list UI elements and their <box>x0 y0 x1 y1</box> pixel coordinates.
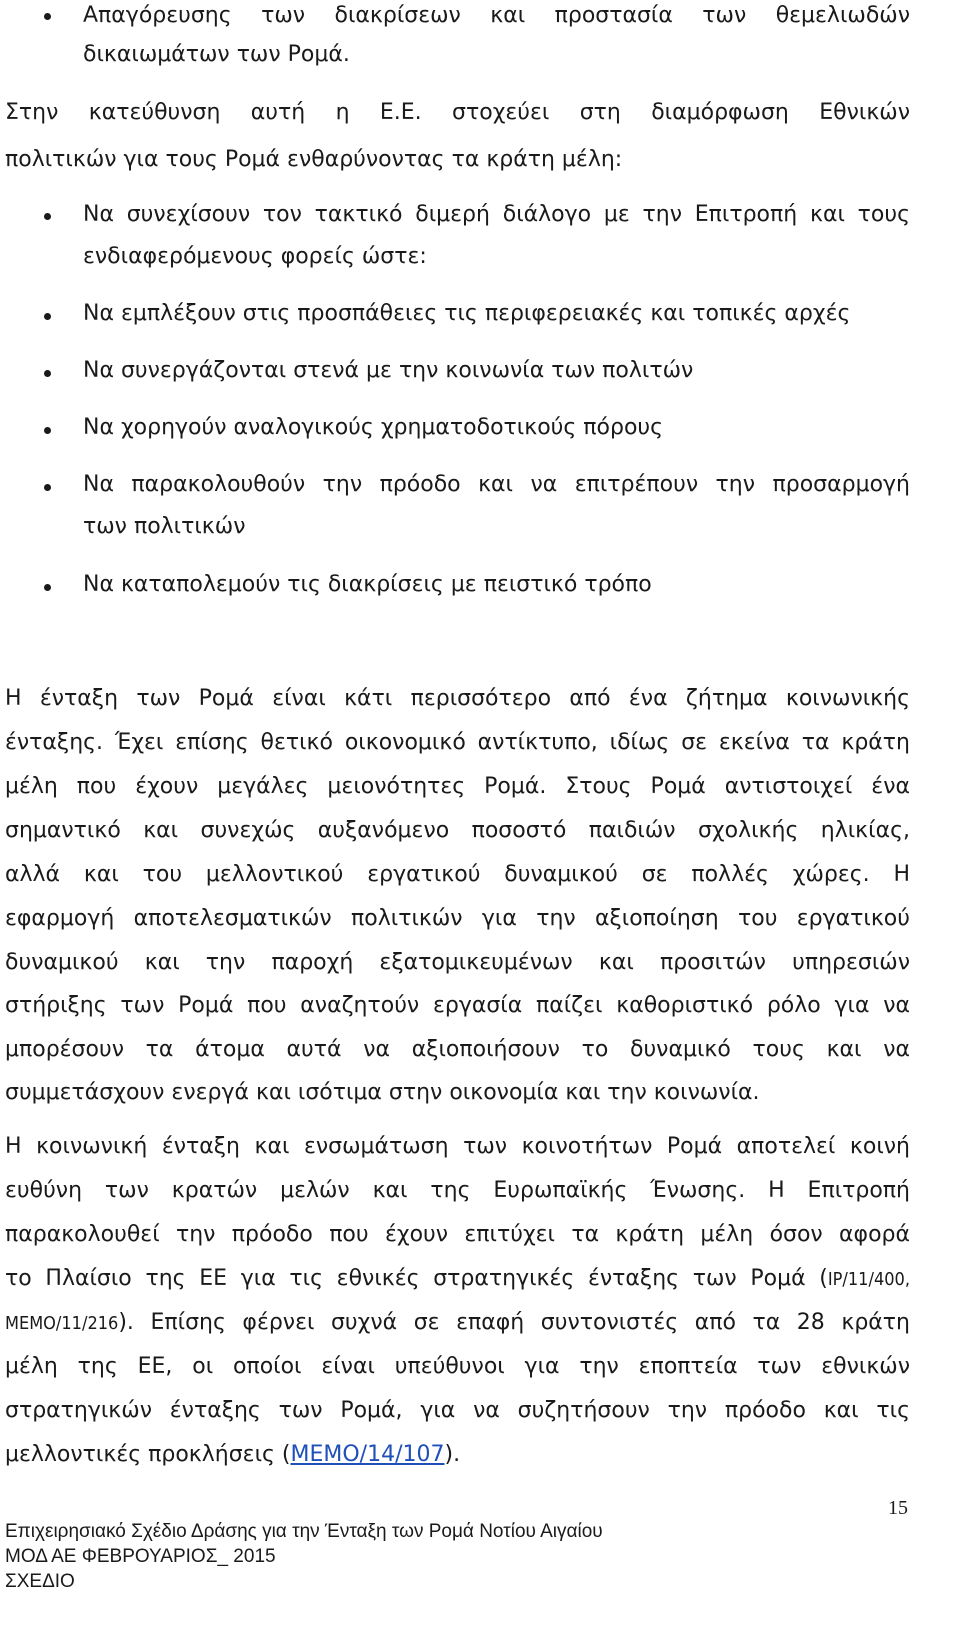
page-number: 15 <box>888 1497 908 1519</box>
bullet-text: Απαγόρευσης των διακρίσεων και προστασία των θεμελιωδών <box>83 3 910 28</box>
paragraph-line: αλλά και του μελλοντικού εργατικού δυναμικού σε πολλές χώρες. Η <box>5 862 910 887</box>
footer-draft-label: ΣΧΕΔΙΟ <box>5 1571 75 1592</box>
paragraph-line: Στην κατεύθυνση αυτή η Ε.Ε. στοχεύει στη διαμόρφωση Εθνικών <box>5 100 910 125</box>
paragraph-line: παρακολουθεί την πρόοδο που έχουν επιτύχει τα κράτη μέλη όσον αφορά <box>5 1222 910 1247</box>
bullet-text: δικαιωμάτων των Ρομά. <box>83 42 350 67</box>
bullet-text: των πολιτικών <box>83 514 246 539</box>
paragraph-line: μέλη της ΕΕ, οι οποίοι είναι υπεύθυνοι για την εποπτεία των εθνικών <box>5 1354 910 1379</box>
bullet-icon <box>44 370 51 377</box>
bullet-text: ενδιαφερόμενους φορείς ώστε: <box>83 244 427 269</box>
paragraph-text: μελλοντικές προκλήσεις ( <box>5 1442 291 1467</box>
bullet-icon <box>44 484 51 491</box>
paragraph-line: δυναμικού και την παροχή εξατομικευμένων και προσιτών υπηρεσιών <box>5 950 910 975</box>
bullet-text: Να παρακολουθούν την πρόοδο και να επιτρέπουν την προσαρμογή <box>83 472 910 497</box>
paragraph-line: στήριξης των Ρομά που αναζητούν εργασία παίζει καθοριστικό ρόλο για να <box>5 993 910 1018</box>
memo-link[interactable]: MEMO/14/107 <box>290 1442 445 1467</box>
memo-reference: MEMO/11/216 <box>5 1313 119 1334</box>
paragraph-line <box>5 1309 910 1338</box>
paragraph-line <box>5 1265 910 1294</box>
paragraph-line: ένταξης. Έχει επίσης θετικό οικονομικό αντίκτυπο, ιδίως σε εκείνα τα κράτη <box>5 730 910 755</box>
paragraph-line: συμμετάσχουν ενεργά και ισότιμα στην οικονομία και την κοινωνία. <box>5 1080 760 1105</box>
bullet-icon <box>44 13 51 20</box>
bullet-icon <box>44 213 51 220</box>
paragraph-line: Η κοινωνική ένταξη και ενσωμάτωση των κοινοτήτων Ρομά αποτελεί κοινή <box>5 1134 910 1159</box>
bullet-text: Να καταπολεμούν τις διακρίσεις με πειστικό τρόπο <box>83 572 652 597</box>
paragraph-line: σημαντικό και συνεχώς αυξανόμενο ποσοστό παιδιών σχολικής ηλικίας, <box>5 818 910 843</box>
paragraph-line <box>5 1441 460 1469</box>
bullet-icon <box>44 584 51 591</box>
paragraph-line: πολιτικών για τους Ρομά ενθαρύνοντας τα κράτη μέλη: <box>5 147 623 172</box>
paragraph-line: Η ένταξη των Ρομά είναι κάτι περισσότερο από ένα ζήτημα κοινωνικής <box>5 686 910 711</box>
paragraph-text: ). <box>444 1442 461 1467</box>
bullet-icon <box>44 313 51 320</box>
bullet-text: Να συνεχίσουν τον τακτικό διμερή διάλογο με την Επιτροπή και τους <box>83 202 910 227</box>
press-reference: IP/11/400, <box>827 1269 910 1290</box>
footer-title: Επιχειρησιακό Σχέδιο Δράσης για την Ένταξη των Ρομά Νοτίου Αιγαίου <box>5 1521 603 1542</box>
bullet-text: Να εμπλέξουν στις προσπάθειες τις περιφερειακές και τοπικές αρχές <box>83 301 851 326</box>
bullet-text: Να συνεργάζονται στενά με την κοινωνία των πολιτών <box>83 358 694 383</box>
paragraph-line: ευθύνη των κρατών μελών και της Ευρωπαϊκής Ένωσης. Η Επιτροπή <box>5 1178 910 1203</box>
paragraph-line: εφαρμογή αποτελεσματικών πολιτικών για την αξιοποίηση του εργατικού <box>5 906 910 931</box>
paragraph-text: ). Επίσης φέρνει συχνά σε επαφή συντονιστές από τα 28 κράτη <box>118 1310 910 1335</box>
bullet-text: Να χορηγούν αναλογικούς χρηματοδοτικούς πόρους <box>83 415 664 440</box>
paragraph-line: μέλη που έχουν μεγάλες μειονότητες Ρομά. Στους Ρομά αντιστοιχεί ένα <box>5 774 910 799</box>
paragraph-line: στρατηγικών ένταξης των Ρομά, για να συζητήσουν την πρόοδο και τις <box>5 1398 910 1423</box>
footer-date: ΜΟΔ ΑΕ ΦΕΒΡΟΥΑΡΙΟΣ_ 2015 <box>5 1546 276 1567</box>
bullet-icon <box>44 427 51 434</box>
paragraph-text: το Πλαίσιο της ΕΕ για τις εθνικές στρατηγικές ένταξης των Ρομά ( <box>5 1266 828 1291</box>
paragraph-line: μπορέσουν τα άτομα αυτά να αξιοποιήσουν το δυναμικό τους και να <box>5 1037 910 1062</box>
